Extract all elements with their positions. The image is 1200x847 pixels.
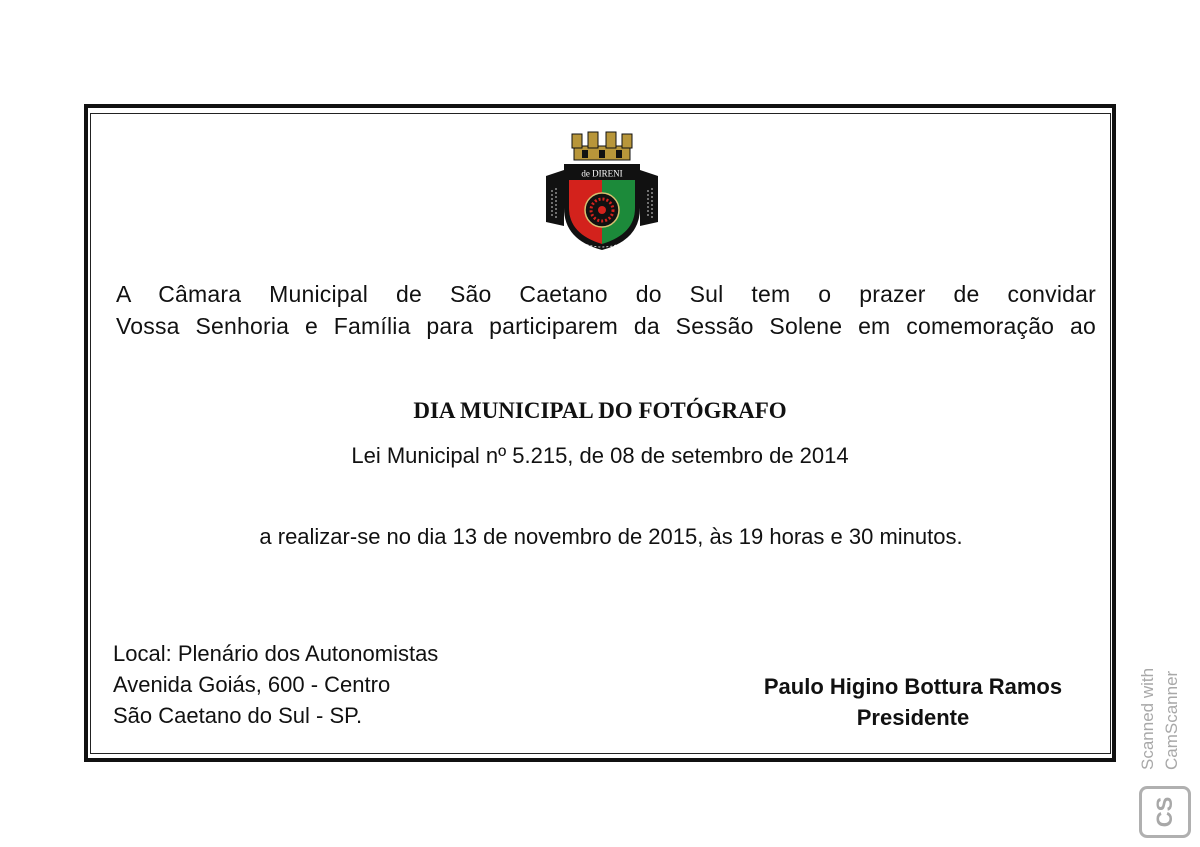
event-location — [113, 638, 438, 731]
crest-motto: de DIRENI — [581, 168, 623, 179]
invitation-intro — [116, 278, 1096, 342]
intro-line-2: Vossa Senhoria e Família para participarem da Sessão Solene em comemoração ao — [116, 313, 1096, 339]
law-reference: Lei Municipal nº 5.215, de 08 de setembro de 2014 — [351, 443, 849, 468]
event-title: DIA MUNICIPAL DO FOTÓGRAFO — [413, 398, 787, 423]
watermark-line-2: CamScanner — [1162, 670, 1181, 770]
intro-line-1: A Câmara Municipal de São Caetano do Sul tem o prazer de convidar — [116, 281, 1096, 307]
location-line-2: Avenida Goiás, 600 - Centro — [113, 672, 391, 697]
signatory-title: Presidente — [856, 705, 970, 730]
watermark-line-1: Scanned with — [1138, 667, 1157, 770]
signature-block — [700, 671, 1126, 733]
municipal-coat-of-arms-icon — [542, 130, 662, 254]
scanner-watermark — [1136, 630, 1192, 770]
event-datetime: a realizar-se no dia 13 de novembro de 2015, às 19 horas e 30 minutos. — [259, 524, 963, 549]
location-line-1: Local: Plenário dos Autonomistas — [113, 641, 439, 666]
signatory-name: Paulo Higino Bottura Ramos — [763, 674, 1063, 699]
crown-icon — [572, 132, 632, 160]
camscanner-logo-icon: CS — [1139, 786, 1191, 838]
location-line-3: São Caetano do Sul - SP. — [113, 703, 363, 728]
